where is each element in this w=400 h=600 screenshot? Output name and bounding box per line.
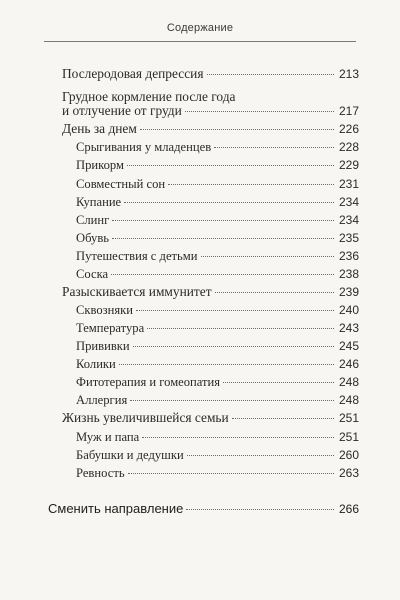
dot-leader [128, 473, 334, 474]
toc-entry-title: Прививки [76, 339, 130, 353]
dot-leader [140, 129, 334, 130]
dot-leader [232, 418, 334, 419]
dot-leader [186, 509, 334, 510]
dot-leader [187, 455, 334, 456]
dot-leader [133, 346, 334, 347]
toc-entry-part [48, 501, 359, 517]
dot-leader [136, 310, 334, 311]
toc-entry-title: Температура [76, 321, 145, 335]
toc-entry-title: Бабушки и дедушки [76, 448, 184, 462]
toc-entry-title: Ревность [76, 466, 125, 480]
toc-entry-title: Жизнь увеличившейся семьи [62, 410, 229, 425]
dot-leader [207, 74, 335, 75]
dot-leader [112, 220, 334, 221]
toc-entry [76, 356, 359, 372]
toc-entry-page: 231 [338, 177, 359, 191]
toc-entry [76, 429, 359, 445]
toc-entry-page: 234 [338, 195, 359, 209]
toc-entry-title: Слинг [76, 213, 110, 227]
toc-entry-page: 239 [338, 285, 359, 299]
toc-entry [62, 121, 359, 137]
toc-entry-title: Совместный сон [76, 177, 166, 191]
toc-entry [62, 103, 359, 119]
toc-entry-title: Аллергия [76, 393, 128, 407]
toc-entry-page: 240 [338, 303, 359, 317]
dot-leader [201, 256, 335, 257]
dot-leader [147, 328, 334, 329]
toc-entry [62, 66, 359, 82]
toc-entry [76, 266, 359, 282]
toc-entry [76, 338, 359, 354]
toc-entry-page: 248 [338, 375, 359, 389]
toc-entry [76, 230, 359, 246]
running-head: Содержание [166, 22, 234, 34]
toc-entry [76, 157, 359, 173]
toc-entry [62, 410, 359, 426]
toc-entry-page: 234 [338, 213, 359, 227]
toc-entry [76, 302, 359, 318]
toc-entry-title: Разыскивается иммунитет [62, 284, 212, 299]
toc-entry-title: Муж и папа [76, 430, 140, 444]
toc-entry-page: 251 [338, 411, 359, 425]
toc-entry-title: День за днем [62, 121, 137, 136]
toc-entry-page: 266 [338, 502, 359, 516]
toc-entry [76, 320, 359, 336]
dot-leader [111, 274, 334, 275]
toc-entry-title: Послеродовая депрессия [62, 66, 204, 81]
toc-entry-title: Соска [76, 267, 109, 281]
dot-leader [185, 111, 334, 112]
toc-entry [76, 139, 359, 155]
dot-leader [130, 400, 334, 401]
toc-entry [76, 212, 359, 228]
toc-entry [76, 465, 359, 481]
dot-leader [124, 202, 334, 203]
dot-leader [119, 364, 334, 365]
dot-leader [214, 147, 334, 148]
header-rule [44, 41, 356, 42]
dot-leader [142, 437, 334, 438]
toc-entry-page: 213 [338, 67, 359, 81]
toc-entry-title: Сквозняки [76, 303, 134, 317]
toc-entry-title: Фитотерапия и гомеопатия [76, 375, 221, 389]
toc-entry [76, 248, 359, 264]
toc-entry-title: Срыгивания у младенцев [76, 140, 212, 154]
toc-entry-page: 238 [338, 267, 359, 281]
dot-leader [168, 184, 334, 185]
toc-entry-title-line1: Грудное кормление после года [62, 89, 236, 104]
toc-entry-page: 236 [338, 249, 359, 263]
toc-entry-page: 228 [338, 140, 359, 154]
toc-entry-title: Обувь [76, 231, 110, 245]
toc-entry-title: Сменить направление [48, 501, 184, 516]
dot-leader [223, 382, 334, 383]
toc-entry [76, 447, 359, 463]
toc-entry-page: 217 [338, 104, 359, 118]
toc-entry-page: 229 [338, 158, 359, 172]
dot-leader [112, 238, 334, 239]
toc-entry-page: 248 [338, 393, 359, 407]
toc-entry [62, 284, 359, 300]
toc-entry [76, 194, 359, 210]
toc-entry-page: 243 [338, 321, 359, 335]
toc-entry-page: 251 [338, 430, 359, 444]
toc-entry-page: 245 [338, 339, 359, 353]
toc-entry-title: Прикорм [76, 158, 124, 172]
toc-entry-title: и отлучение от груди [62, 103, 182, 118]
toc-entry-title: Колики [76, 357, 116, 371]
toc-entry [76, 374, 359, 390]
toc-entry-page: 263 [338, 466, 359, 480]
dot-leader [127, 165, 334, 166]
toc-entry-title: Путешествия с детьми [76, 249, 198, 263]
toc-entry-title: Купание [76, 195, 122, 209]
dot-leader [215, 292, 334, 293]
toc-entry [76, 176, 359, 192]
toc-entry-page: 260 [338, 448, 359, 462]
toc-entry-page: 246 [338, 357, 359, 371]
toc-entry-page: 235 [338, 231, 359, 245]
toc-entry [76, 392, 359, 408]
toc-entry-page: 226 [338, 122, 359, 136]
